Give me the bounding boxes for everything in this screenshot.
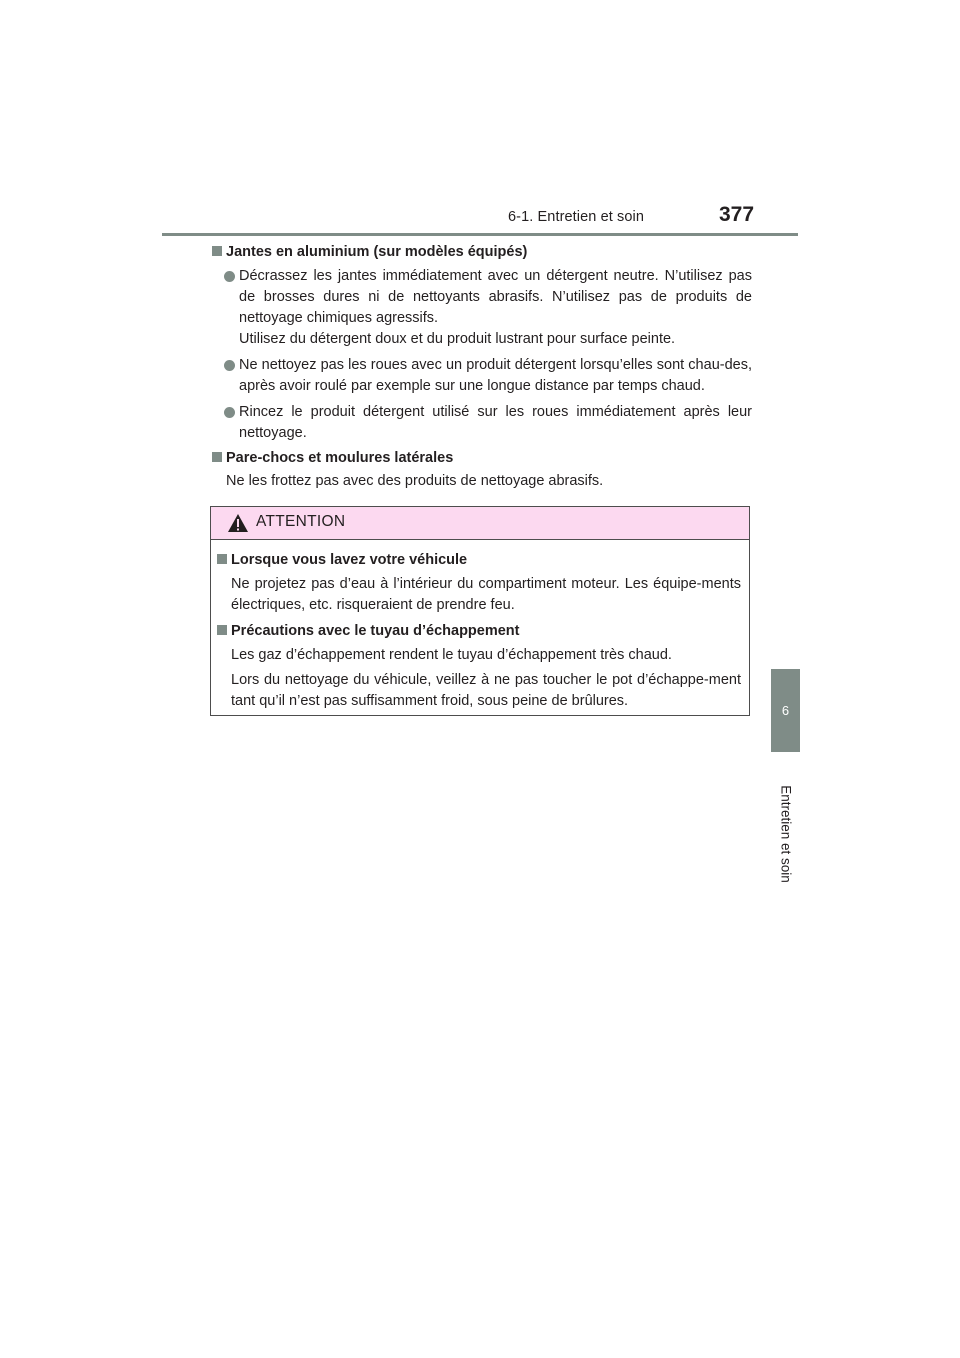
section-heading-text: Pare-chocs et moulures latérales	[226, 450, 454, 466]
chapter-tab-number: 6	[771, 669, 800, 752]
attention-body	[211, 540, 749, 712]
attention-heading	[217, 549, 741, 571]
chapter-tab-label-text: Entretien et soin	[778, 784, 793, 883]
attention-text: Les gaz d’échappement rendent le tuyau d’échappement très chaud.	[231, 647, 672, 663]
page-number: 377	[719, 203, 755, 226]
attention-heading	[217, 620, 741, 642]
list-item-text: Rincez le produit détergent utilisé sur les roues immédiatement après leur nettoyage.	[239, 404, 752, 441]
attention-header	[211, 507, 749, 540]
attention-box	[210, 506, 750, 716]
list-item	[212, 266, 752, 350]
list-item-text: Décrassez les jantes immédiatement avec un détergent neutre. N’utilisez pas de brosses dures ni de nettoyants abrasifs. N’utilisez pas de produits de nettoyage chimiques agressifs.	[239, 268, 752, 326]
list-item-text: Ne nettoyez pas les roues avec un produit détergent lorsqu’elles sont chau-des, après avoir roulé par exemple sur une longue distance par temps chaud.	[239, 357, 752, 394]
attention-heading-text: Lorsque vous lavez votre véhicule	[231, 552, 468, 568]
round-bullet-icon	[224, 360, 235, 371]
attention-heading-text: Précautions avec le tuyau d’échappement	[231, 623, 520, 639]
section-text: Ne les frottez pas avec des produits de nettoyage abrasifs.	[226, 473, 604, 489]
list-item	[212, 402, 752, 444]
attention-title: ATTENTION	[256, 513, 346, 530]
chapter-tab-label	[771, 752, 800, 915]
round-bullet-icon	[224, 271, 235, 282]
section-heading-text: Jantes en aluminium (sur modèles équipés)	[226, 244, 528, 260]
square-bullet-icon	[217, 554, 227, 564]
attention-text: Ne projetez pas d’eau à l’intérieur du compartiment moteur. Les équipe-ments électriques, etc. risqueraient de prendre feu.	[231, 576, 741, 613]
attention-text: Lors du nettoyage du véhicule, veillez à ne pas toucher le pot d’échappe-ment tant qu’il n’est pas suffisamment froid, sous peine de brûlures.	[231, 672, 741, 709]
header-divider	[162, 233, 798, 236]
square-bullet-icon	[212, 246, 222, 256]
round-bullet-icon	[224, 407, 235, 418]
main-content	[212, 241, 752, 492]
section-heading	[212, 241, 752, 263]
square-bullet-icon	[212, 452, 222, 462]
warning-icon	[227, 513, 249, 533]
list-item-text: Utilisez du détergent doux et du produit lustrant pour surface peinte.	[239, 331, 676, 347]
list-item	[212, 355, 752, 397]
section-title: 6-1. Entretien et soin	[508, 209, 644, 225]
square-bullet-icon	[217, 625, 227, 635]
section-heading	[212, 447, 752, 469]
